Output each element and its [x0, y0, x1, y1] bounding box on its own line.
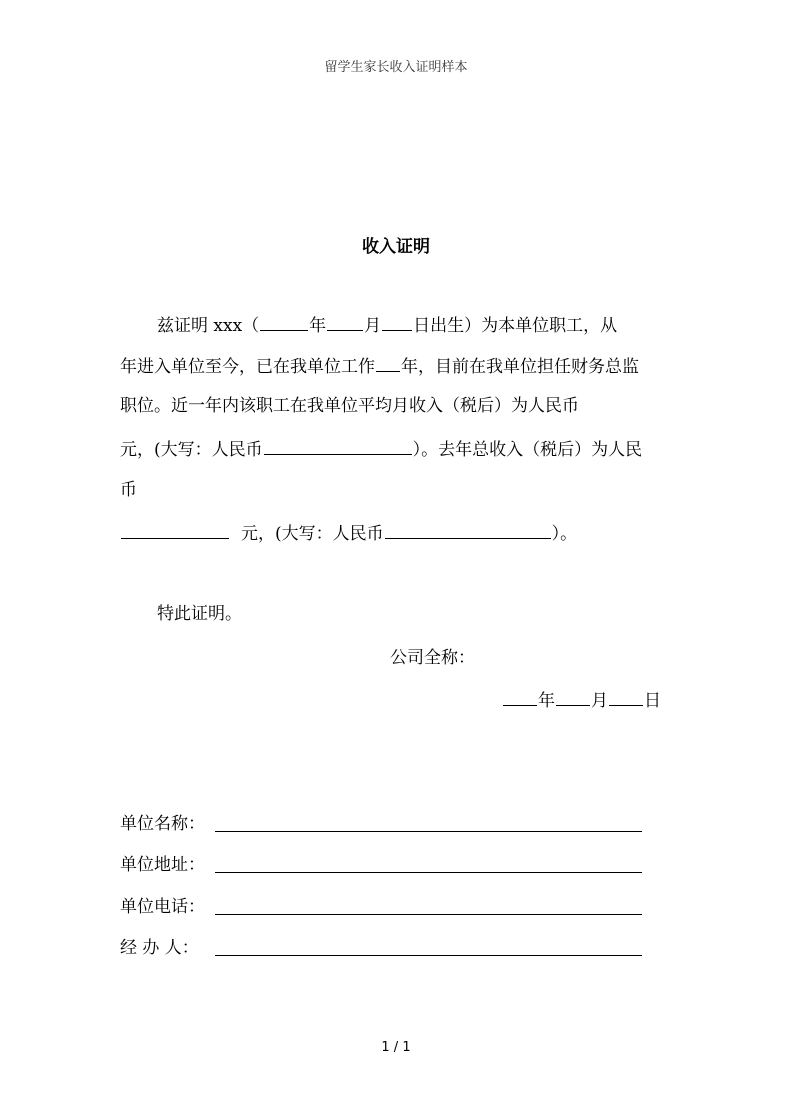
unit-phone-label: 单位电话： [120, 897, 205, 917]
closing-statement: 特此证明。 [157, 604, 242, 624]
paragraph-line-6 [120, 520, 577, 546]
monthly-income-words-blank [264, 436, 412, 455]
page-number: 1 / 1 [381, 1040, 411, 1055]
line6-text-a: 元，(大写：人民币 [241, 524, 384, 544]
date-month-blank [556, 687, 590, 706]
date-day-label: 日 [644, 691, 661, 711]
paragraph-line-2 [120, 353, 639, 379]
unit-name-line [215, 831, 642, 832]
unit-name-label: 单位名称： [120, 814, 205, 834]
unit-address-line [215, 872, 642, 873]
annual-income-blank [121, 520, 229, 539]
birth-day-blank [382, 312, 412, 331]
line4-text-a: 元，(大写：人民币 [120, 440, 263, 460]
paragraph-line-3: 职位。近一年内该职工在我单位平均月收入（税后）为人民币 [120, 396, 579, 416]
date-year-blank [503, 687, 537, 706]
line1-text-c: 月 [364, 316, 382, 336]
paragraph-line-5: 币 [120, 480, 137, 500]
date-month-label: 月 [591, 691, 608, 711]
date-line [502, 687, 661, 713]
handler-label: 经 办 人： [120, 938, 199, 958]
birth-month-blank [327, 312, 363, 331]
line2-text-a: 年进入单位至今，已在我单位工作 [120, 357, 375, 377]
paragraph-line-4 [120, 436, 642, 462]
line1-text-b: 年 [309, 316, 327, 336]
company-full-name-label: 公司全称： [390, 648, 475, 668]
paragraph-line-1 [157, 312, 617, 338]
unit-phone-line [215, 914, 642, 915]
birth-year-blank [260, 312, 308, 331]
line6-text-b: ）。 [551, 524, 578, 544]
line1-text-d: 日出生）为本单位职工，从 [413, 316, 618, 336]
page-header: 留学生家长收入证明样本 [324, 60, 468, 75]
date-day-blank [609, 687, 643, 706]
years-worked-blank [376, 353, 400, 372]
line1-text-a: 兹证明 xxx（ [157, 316, 260, 336]
handler-line [215, 955, 642, 956]
document-title: 收入证明 [362, 237, 430, 257]
line2-text-b: 年，目前在我单位担任财务总监 [401, 357, 639, 377]
annual-income-words-blank [385, 520, 551, 539]
line4-text-b: ）。去年总收入（税后）为人民 [412, 440, 643, 460]
date-year-label: 年 [538, 691, 555, 711]
unit-address-label: 单位地址： [120, 855, 205, 875]
